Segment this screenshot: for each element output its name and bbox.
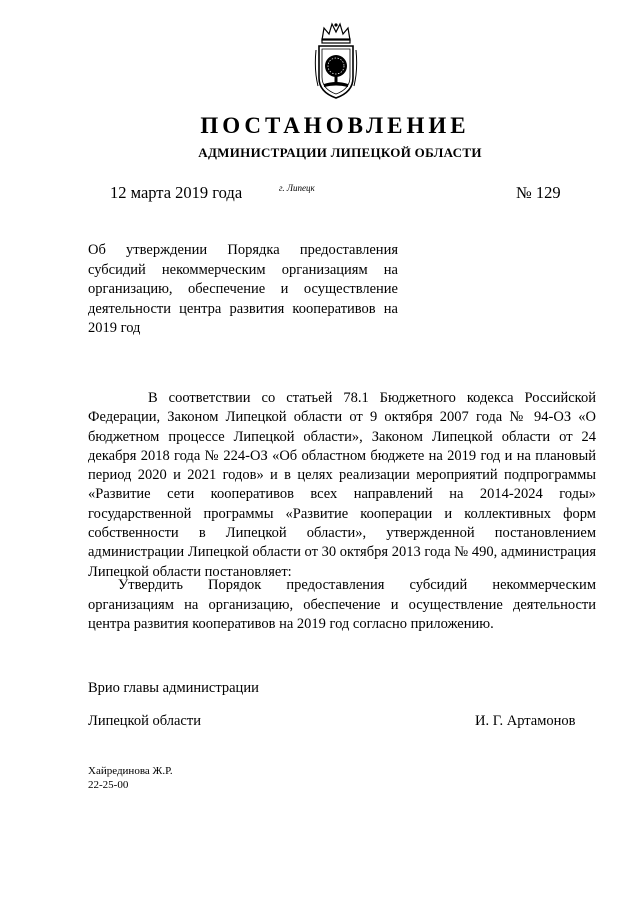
executor-block <box>88 764 173 792</box>
signer-position-line1: Врио главы администрации <box>88 680 259 696</box>
document-city: г. Липецк <box>279 183 315 193</box>
document-preamble <box>88 389 596 582</box>
document-date: 12 марта 2019 года <box>110 183 243 202</box>
executor-phone: 22-25-00 <box>88 779 129 791</box>
executor-name: Хайрединова Ж.Р. <box>88 765 173 777</box>
signer-name: И. Г. Артамонов <box>475 713 576 729</box>
resolution-paragraph: Утвердить Порядок предоставления субсидий некоммерческим организациям на организацию, обеспечение и осуществление деятельности центра развития кооперативов на 2019 год согласно приложению. <box>88 577 596 632</box>
document-title: ПОСТАНОВЛЕНИЕ <box>200 113 470 138</box>
preamble-paragraph: В соответствии со статьей 78.1 Бюджетного кодекса Российской Федерации, Законом Липецкой области от 9 октября 2007 года № 94-ОЗ «О бюджетном процессе Липецкой области», Законом Липецкой области от 24 декабря 2018 года № 224-ОЗ «Об областном бюджете на 2019 год и на плановый период 2020 и 2021 годов» и в целях реализации мероприятий подпрограммы «Развитие сети кооперативов всех направлений на 2014-2024 годы» государственной программы «Развитие кооперации и коллективных форм собственности в Липецкой области», утвержденной постановлением администрации Липецкой области от 30 октября 2013 года № 490, администрация Липецкой области постановляет: <box>88 390 596 580</box>
document-subject: Об утверждении Порядка предоставления субсидий некоммерческим организациям на организацию, обеспечение и осуществление деятельности центра развития кооперативов на 2019 год <box>88 242 398 336</box>
document-number: № 129 <box>516 183 561 202</box>
document-subtitle: АДМИНИСТРАЦИИ ЛИПЕЦКОЙ ОБЛАСТИ <box>198 145 482 160</box>
coat-of-arms-icon <box>314 20 358 100</box>
signer-position-line2: Липецкой области <box>88 713 201 729</box>
